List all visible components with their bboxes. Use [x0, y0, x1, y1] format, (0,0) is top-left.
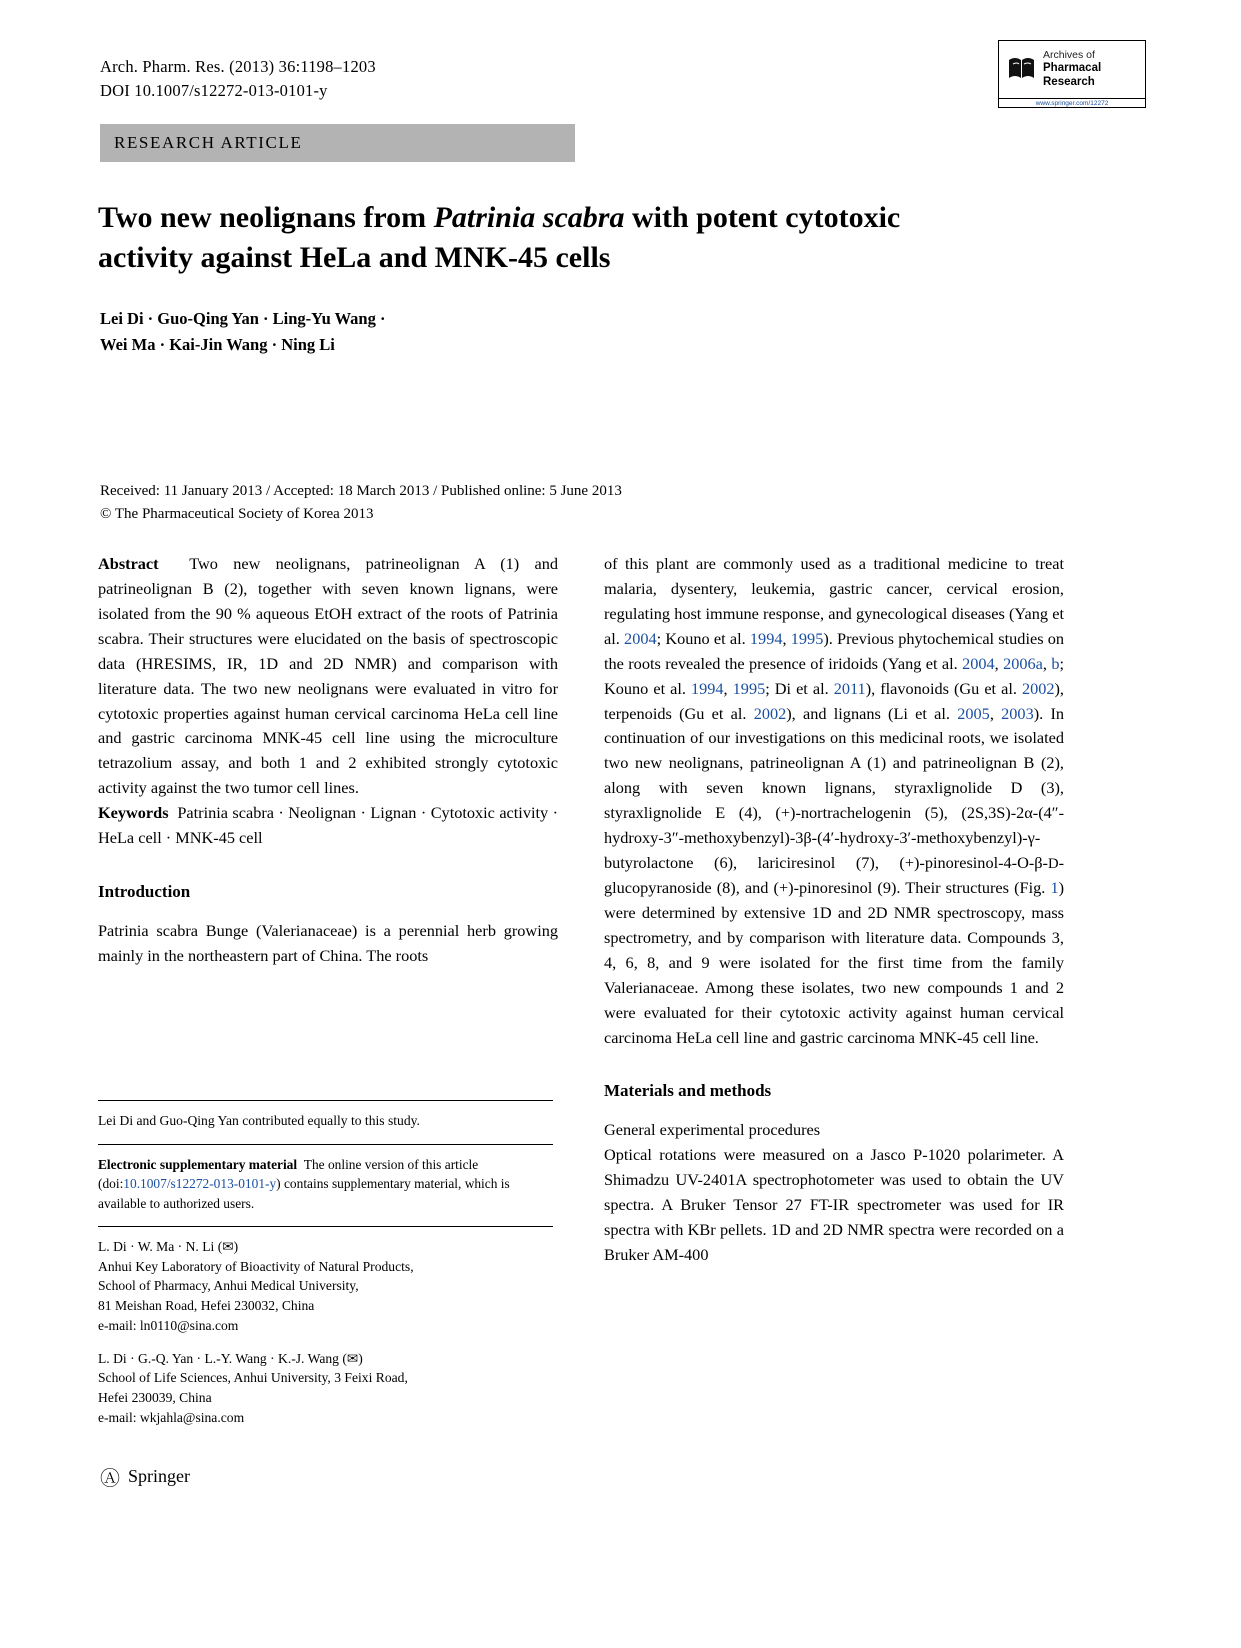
- logo-line-3: Research: [1043, 75, 1095, 88]
- affiliation-2-line-2: Hefei 230039, China: [98, 1389, 212, 1405]
- publication-dates: [100, 480, 860, 525]
- rc-text-o: -glucopyranoside (8), and (+)-pinoresinol (9). Their structures (Fig.: [604, 853, 1064, 897]
- dates-line: Received: 11 January 2013 / Accepted: 18 March 2013 / Published online: 5 June 2013: [100, 483, 622, 499]
- ref-link-2005[interactable]: 2005: [957, 703, 990, 723]
- keywords-text: Patrinia scabra · Neolignan · Lignan · Cytotoxic activity · HeLa cell · MNK-45 cell: [98, 803, 558, 848]
- affiliation-1-line-2: School of Pharmacy, Anhui Medical University,: [98, 1278, 359, 1294]
- publisher-logo: [100, 1462, 190, 1491]
- keywords-label: Keywords: [98, 803, 169, 823]
- title-part-1: Two new neolignans from: [98, 201, 434, 234]
- footnote-equal-contribution: Lei Di and Guo-Qing Yan contributed equally to this study.: [98, 1113, 420, 1128]
- ref-link-2002a[interactable]: 2002: [1021, 678, 1055, 698]
- section-heading-introduction: Introduction: [98, 882, 191, 902]
- copyright-line: © The Pharmaceutical Society of Korea 2013: [100, 505, 374, 522]
- rc-text-d: ). Previous phytochemical studies on the roots revealed the presence of iridoids (Yang et al.: [604, 628, 1065, 673]
- esm-text-1: The online version of this article (doi:: [98, 1156, 479, 1192]
- ref-link-2003[interactable]: 2003: [1001, 703, 1034, 723]
- journal-header: [100, 55, 660, 103]
- journal-reference: Arch. Pharm. Res. (2013) 36:1198–1203: [100, 57, 376, 76]
- affiliation-2-line-1: School of Life Sciences, Anhui University, 3 Feixi Road,: [98, 1370, 408, 1386]
- ref-link-1995b[interactable]: 1995: [732, 678, 766, 698]
- rc-text-l: ), and lignans (Li et al.: [786, 703, 958, 723]
- ref-link-1994b[interactable]: 1994: [690, 678, 724, 698]
- introduction-paragraph: Patrinia scabra Bunge (Valerianaceae) is a perennial herb growing mainly in the northeastern part of China. The roots: [98, 921, 558, 965]
- affiliation-1-names: L. Di · W. Ma · N. Li (✉): [98, 1239, 239, 1255]
- author-line-1: Lei Di · Guo-Qing Yan · Ling-Yu Wang ·: [100, 309, 386, 328]
- left-column: [98, 552, 558, 969]
- affiliation-2: [98, 1349, 558, 1428]
- ref-link-fig1[interactable]: 1: [1050, 877, 1059, 897]
- ref-link-2004a[interactable]: 2004: [624, 628, 657, 648]
- publisher-name: Springer: [128, 1466, 190, 1486]
- page-title: [98, 198, 998, 277]
- footnote-divider-1: [98, 1100, 553, 1101]
- rc-text-p: ) were determined by extensive 1D and 2D NMR spectroscopy, mass spectrometry, and by comparison with literature data. Compounds 3, 4, 6, 8, and 9 were isolated for the first time from the family Valerianaceae. Among these isolates, two new compounds 1 and 2 were evaluated for their cytotoxic activity against human cervical carcinoma HeLa cell line and gastric carcinoma MNK-45 cell line.: [604, 877, 1064, 1047]
- affiliation-1: [98, 1237, 558, 1336]
- rc-text-j: ), flavonoids (Gu et al.: [865, 678, 1022, 698]
- rc-text-a: of this plant are commonly used as a traditional medicine to treat malaria, dysentery, leukemia, gastric cancer, cervical erosion, regulating host immune response, and gynecological diseases (Yang et al.: [604, 554, 1064, 648]
- affiliation-1-line-1: Anhui Key Laboratory of Bioactivity of Natural Products,: [98, 1258, 414, 1274]
- ref-link-2004b[interactable]: 2004: [962, 653, 995, 673]
- right-paragraph-1: [604, 552, 1064, 1050]
- section-heading-materials: Materials and methods: [604, 1081, 772, 1101]
- logo-line-1: Archives of: [1043, 49, 1095, 61]
- ref-link-1994a[interactable]: 1994: [749, 628, 783, 648]
- book-icon: [1007, 54, 1037, 84]
- rc-text-i: ; Di et al.: [765, 678, 834, 698]
- rc-text-g: ; Kouno et al.: [604, 653, 1065, 698]
- ref-link-2006b[interactable]: b: [1051, 653, 1060, 673]
- rc-text-c: ,: [782, 628, 791, 648]
- ref-link-2006a[interactable]: 2006a: [1003, 653, 1043, 673]
- affiliation-2-names: L. Di · G.-Q. Yan · L.-Y. Wang · K.-J. Wang (✉): [98, 1350, 363, 1366]
- article-type-label: RESEARCH ARTICLE: [114, 133, 303, 152]
- rc-text-h: ,: [723, 678, 733, 698]
- logo-line-2: Pharmacal: [1043, 62, 1102, 75]
- footnote-divider-3: [98, 1226, 553, 1227]
- ref-link-2002b[interactable]: 2002: [753, 703, 787, 723]
- article-type-banner: [100, 124, 575, 162]
- affiliation-2-email[interactable]: e-mail: wkjahla@sina.com: [98, 1409, 245, 1425]
- author-list: [100, 306, 800, 359]
- ref-link-1995a[interactable]: 1995: [790, 628, 824, 648]
- title-species: Patrinia scabra: [433, 201, 625, 234]
- rc-text-m: ,: [989, 703, 1002, 723]
- title-part-2: with potent cytotoxic activity against HeLa and MNK-45 cells: [98, 201, 901, 274]
- abstract-paragraph: [98, 552, 558, 801]
- rc-text-b: ; Kouno et al.: [656, 628, 750, 648]
- right-column: [604, 552, 1064, 1268]
- affiliation-1-email[interactable]: e-mail: ln0110@sina.com: [98, 1317, 239, 1333]
- rc-text-e: ,: [994, 653, 1004, 673]
- affiliation-1-line-3: 81 Meishan Road, Hefei 230032, China: [98, 1298, 315, 1314]
- subsection-general: General experimental procedures: [604, 1120, 821, 1140]
- rc-text-n: ). In continuation of our investigations on this medicinal roots, we isolated two new neolignans, patrineolignan A (1) and patrineolignan B (2), along with seven known lignans, styraxlignolide D (3), styraxlignolide E (4), (+)-nortrachelogenin (5), (2S,3S)-2α-(4″-hydroxy-3″-methoxybenzyl)-3β-(4′-hydroxy-3′-methoxybenzyl)-γ-butyrolactone (6), lariciresinol (7), (+)-pinoresinol-4-O-β-: [604, 703, 1065, 873]
- springer-mark-icon: Ⓐ: [100, 1468, 120, 1490]
- right-paragraph-2: Optical rotations were measured on a Jasco P-1020 polarimeter. A Shimadzu UV-2401A spectrophotometer was used to obtain the UV spectra. A Bruker Tensor 27 FT-IR spectrometer was used for IR spectra with KBr pellets. 1D and 2D NMR spectra were recorded on a Bruker AM-400: [604, 1145, 1064, 1265]
- author-line-2: Wei Ma · Kai-Jin Wang · Ning Li: [100, 335, 335, 355]
- rc-text-f: ,: [1042, 653, 1052, 673]
- logo-url: www.springer.com/12272: [999, 98, 1145, 107]
- ref-link-2011[interactable]: 2011: [833, 678, 866, 698]
- esm-doi-link[interactable]: 10.1007/s12272-013-0101-y: [123, 1176, 277, 1192]
- esm-label: Electronic supplementary material: [98, 1156, 298, 1172]
- esm-text-2: ) contains supplementary material, which is available to authorized users.: [98, 1176, 510, 1211]
- abstract-text: Two new neolignans, patrineolignan A (1) and patrineolignan B (2), together with seven known lignans, were isolated from the 90 % aqueous EtOH extract of the roots of Patrinia scabra. Their structures were elucidated on the basis of spectroscopic data (HRESIMS, IR, 1D and 2D NMR) and comparison with literature data. The two new neolignans were evaluated in vitro for cytotoxic properties against human cervical carcinoma HeLa cell line and gastric carcinoma MNK-45 cell line using the microculture tetrazolium assay, and both 1 and 2 exhibited strongly cytotoxic activity against the two tumor cell lines.: [98, 554, 559, 798]
- rc-text-dglc: D: [1047, 856, 1059, 873]
- rc-text-k: ), terpenoids (Gu et al.: [604, 678, 1065, 723]
- doi-line: DOI 10.1007/s12272-013-0101-y: [100, 80, 328, 100]
- abstract-label: Abstract: [98, 554, 159, 573]
- journal-logo: [998, 40, 1146, 108]
- footnote-esm: [98, 1155, 558, 1213]
- footnote-divider-2: [98, 1144, 553, 1145]
- footnotes: [98, 1100, 558, 1440]
- keywords-paragraph: [98, 801, 558, 851]
